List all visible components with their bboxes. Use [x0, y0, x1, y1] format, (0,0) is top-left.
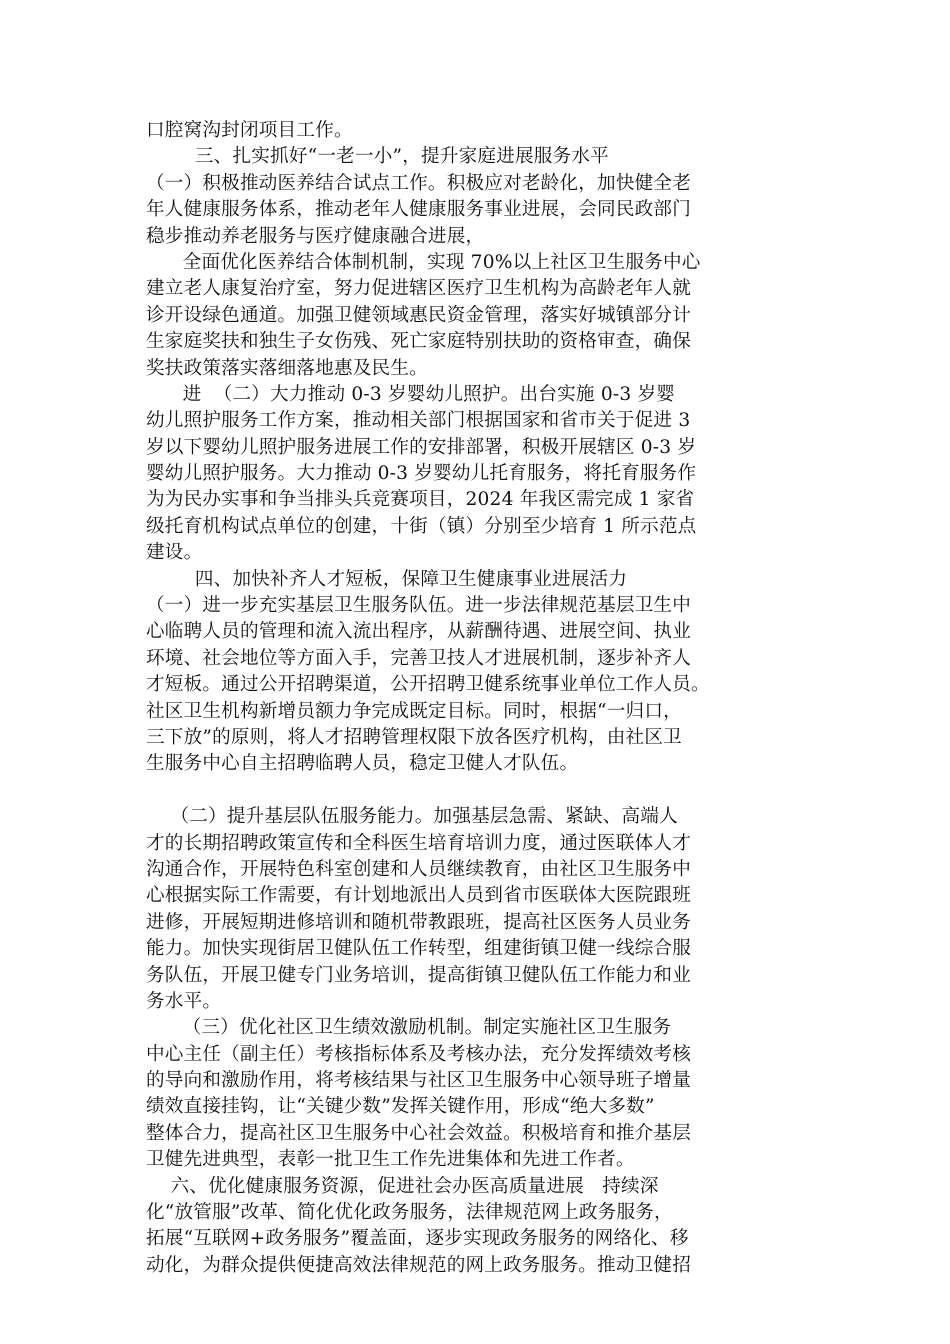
- document-body: [146, 118, 806, 1279]
- text-line: 三、扎实抓好“一老一小”，提升家庭进展服务水平: [146, 146, 609, 168]
- text-line: 整体合力，提高社区卫生服务中心社会效益。积极培育和推介基层: [146, 1122, 692, 1144]
- text-line: （三）优化社区卫生绩效激励机制。制定实施社区卫生服务: [146, 1017, 672, 1039]
- text-line: 六、优化健康服务资源，促进社会办医高质量进展 持续深: [146, 1175, 659, 1197]
- text-line: 幼儿照护服务工作方案，推动相关部门根据国家和省市关于促进 3: [146, 410, 691, 432]
- text-line: 三下放”的原则，将人才招聘管理权限下放各医疗机构，由社区卫: [146, 726, 682, 748]
- text-line: 沟通合作，开展特色科室创建和人员继续教育，由社区卫生服务中: [146, 858, 692, 880]
- text-line: （一）进一步充实基层卫生服务队伍。进一步法律规范基层卫生中: [146, 595, 692, 617]
- text-line: [146, 778, 806, 804]
- text-line: 生家庭奖扶和独生子女伤残、死亡家庭特别扶助的资格审查，确保: [146, 331, 692, 353]
- text-line: 为为民办实事和争当排头兵竞赛项目，2024 年我区需完成 1 家省: [146, 489, 695, 511]
- text-line: 绩效直接挂钩，让“关键少数”发挥关键作用，形成“绝大多数”: [146, 1096, 655, 1118]
- text-line: 全面优化医养结合体制机制，实现 70%以上社区卫生服务中心: [146, 251, 701, 273]
- text-line: 进修，开展短期进修培训和随机带教跟班，提高社区医务人员业务: [146, 911, 692, 933]
- text-line: （二）提升基层队伍服务能力。加强基层急需、紧缺、高端人: [146, 806, 678, 828]
- text-line: 才短板。通过公开招聘渠道，公开招聘卫健系统事业单位工作人员。: [146, 674, 710, 696]
- text-line: 奖扶政策落实落细落地惠及民生。: [146, 357, 428, 379]
- text-line: （一）积极推动医养结合试点工作。积极应对老龄化，加快健全老: [146, 172, 692, 194]
- text-line: 进 （二）大力推动 0-3 岁婴幼儿照护。出台实施 0-3 岁婴: [146, 383, 676, 405]
- text-line: 的导向和激励作用，将考核结果与社区卫生服务中心领导班子增量: [146, 1070, 692, 1092]
- text-line: 化“放管服”改革、简化优化政务服务，法律规范网上政务服务，: [146, 1202, 673, 1224]
- text-line: 岁以下婴幼儿照护服务进展工作的安排部署，积极开展辖区 0-3 岁: [146, 436, 697, 458]
- text-line: 务水平。: [146, 990, 222, 1012]
- text-line: 心临聘人员的管理和流入流出程序，从薪酬待遇、进展空间、执业: [146, 621, 692, 643]
- text-line: 口腔窝沟封闭项目工作。: [146, 120, 353, 141]
- text-line: 建设。: [146, 542, 203, 564]
- text-line: 四、加快补齐人才短板，保障卫生健康事业进展活力: [146, 568, 628, 590]
- text-line: 级托育机构试点单位的创建，十街（镇）分别至少培育 1 所示范点: [146, 515, 697, 537]
- text-line: 拓展“互联网+政务服务”覆盖面，逐步实现政务服务的网络化、移: [146, 1228, 689, 1250]
- text-line: 建立老人康复治疗室，努力促进辖区医疗卫生机构为高龄老年人就: [146, 278, 692, 300]
- text-line: 动化，为群众提供便捷高效法律规范的网上政务服务。推动卫健招: [146, 1254, 692, 1276]
- text-line: 社区卫生机构新增员额力争完成既定目标。同时，根据“一归口，: [146, 700, 682, 722]
- text-line: 卫健先进典型，表彰一批卫生工作先进集体和先进工作者。: [146, 1149, 635, 1171]
- text-line: 心根据实际工作需要，有计划地派出人员到省市医联体大医院跟班: [146, 885, 692, 907]
- text-line: 才的长期招聘政策宣传和全科医生培育培训力度，通过医联体人才: [146, 832, 692, 854]
- text-line: 中心主任（副主任）考核指标体系及考核办法，充分发挥绩效考核: [146, 1043, 692, 1065]
- text-line: 务队伍，开展卫健专门业务培训，提高街镇卫健队伍工作能力和业: [146, 964, 692, 986]
- text-line: 能力。加快实现街居卫健队伍工作转型，组建街镇卫健一线综合服: [146, 938, 692, 960]
- text-line: 稳步推动养老服务与医疗健康融合进展，: [146, 225, 485, 247]
- text-line: 年人健康服务体系，推动老年人健康服务事业进展，会同民政部门: [146, 199, 692, 221]
- text-line: 环境、社会地位等方面入手，完善卫技人才进展机制，逐步补齐人: [146, 647, 692, 669]
- text-line: 生服务中心自主招聘临聘人员，稳定卫健人才队伍。: [146, 753, 579, 775]
- text-line: 诊开设绿色通道。加强卫健领域惠民资金管理，落实好城镇部分计: [146, 304, 692, 326]
- text-line: 婴幼儿照护服务。大力推动 0-3 岁婴幼儿托育服务，将托育服务作: [146, 463, 697, 485]
